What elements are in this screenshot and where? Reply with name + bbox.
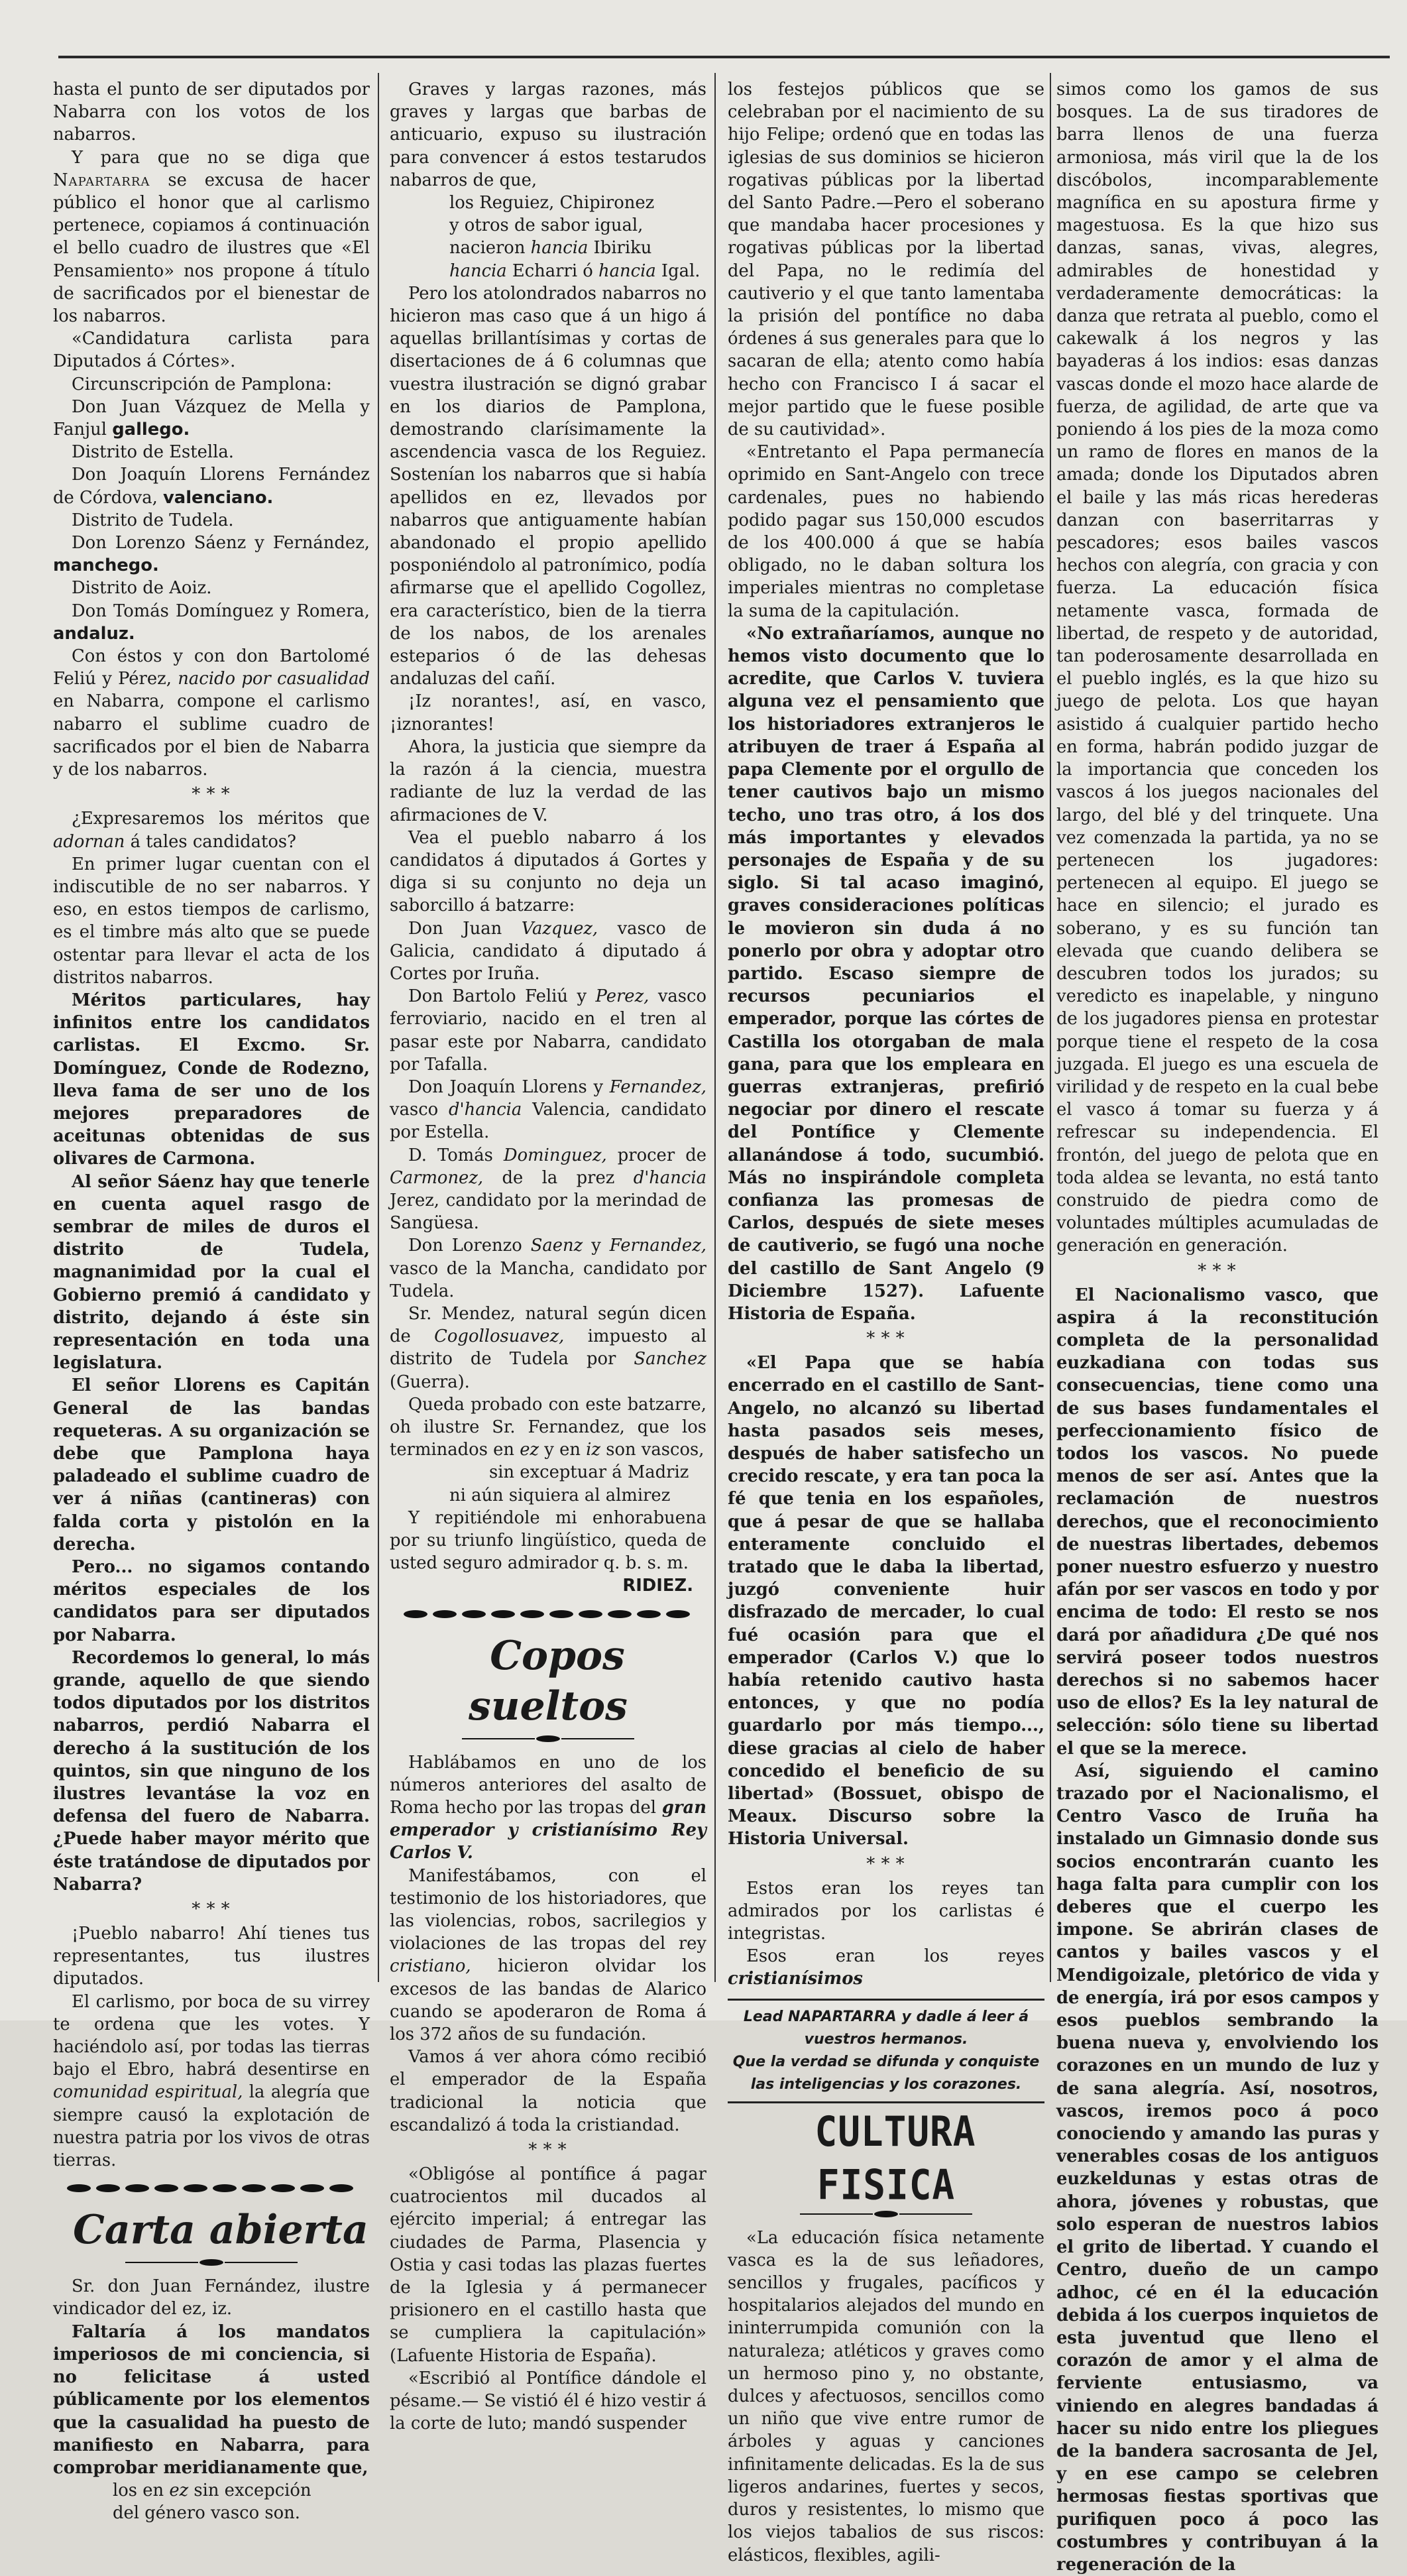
notice-line: Lead NAPARTARRA y dadle á leer á vuestros hermanos. (743, 2008, 1029, 2048)
paragraph: Faltaría á los mandatos imperiosos de mi conciencia, si no felicitase á usted públicamente por los elementos que la casualidad ha puesto de manifiesto en Nabarra, para comprobar meridianamente que, (53, 2321, 370, 2478)
ornamental-rule (66, 2181, 357, 2195)
paragraph: Así, siguiendo el camino trazado por el Nacionalismo, el Centro Vasco de Iruña ha instalado un Gimnasio donde sus socios encontrarán cuanto les haga falta para cumplir con los deberes que el cuerpo les impone. Se abrirán clases de cantos y bailes vascos y el Mendigoizale, pletórico de vida y de energía, irá por esos campos y esos pueblos sembrando la buena nueva y, envolviendo los corazones en un mundo de luz y de sana alegría. Así, nosotros, vascos, iremos poco á poco conociendo y amando las puras y venerables cosas de los antiguos euzkeldunas y estas otras de ahora, jóvenes y robustas, que solo esperan de nuestros labios el grito de libertad. Y cuando el Centro, dueño de un campo adhoc, cé en él la educación debida á los cuerpos inquietos de esta juventud que lleno el corazón de amor y el alma de ferviente entusiasmo, va viniendo en alegres bandadas á hacer su nido entre los pliegues de la bandera sacrosanta de Jel, y en ese campo se celebren hermosas fiestas sportivas que purifiquen poco á poco las costumbres y contribuyan á la regeneración de la (1056, 1761, 1379, 2575)
paragraph: Graves y largas razones, más graves y largas que barbas de anticuario, expuso su ilustración para convencer á estos testarudos nabarros de que, (390, 80, 706, 190)
headline-flourish (125, 2258, 298, 2267)
district-label: Distrito de Aoiz. (72, 578, 212, 599)
headline-copos-sueltos: Copos sueltos (469, 1632, 628, 1729)
paragraph: Circunscripción de Pamplona: (72, 374, 332, 394)
ornamental-rule (402, 1607, 694, 1621)
candidate-entry: Don Lorenzo Sáenz y Fernández, manchego. (53, 533, 370, 576)
paragraph: Sr. don Juan Fernández, ilustre vindicador del ez, iz. (53, 2276, 370, 2319)
paragraph: «La educación física netamente vasca es la de sus leñadores, sencillos y frugales, pacíficos y hospitalarios alejados del mundo en ininterrumpida comunión con la naturaleza; atléticos y graves como un hermoso pino y, no obstante, dulces y afectuosos, sencillos como un niño que vive entre rumor de árboles y aguas y canciones infinitamente delicadas. Es la de sus ligeros andarines, fuertes y secos, duros y resistentes, lo mismo que los viejos tabalios de sus riscos: elásticos, flexibles, agili- (728, 2227, 1044, 2565)
column-divider (1050, 73, 1051, 1982)
column-3 (728, 78, 1044, 2565)
verse-line: los Reguiez, Chipironez (449, 193, 655, 213)
candidate-entry: Don Joaquín Llorens Fernández de Córdova, valenciano. (53, 465, 370, 508)
paragraph: Al señor Sáenz hay que tenerle en cuenta aquel rasgo de sembrar de miles de duros el distrito de Tudela, magnanimidad por la cual el Gobierno premió á candidato y distrito, dejando á éste sin representación en toda una legislatura. (53, 1171, 370, 1374)
paragraph: Ahora, la justicia que siempre da la razón á la ciencia, muestra radiante de luz la verdad de las afirmaciones de V. (390, 736, 706, 825)
paragraph: Manifestábamos, con el testimonio de los historiadores, que las violencias, robos, sacrilegios y violaciones de las tropas del rey cristiano, hicieron olvidar los excesos de las bandas de Alarico cuando se apoderaron de Roma á los 372 años de su fundación. (390, 1865, 706, 2045)
paragraph: El carlismo, por boca de su virrey te ordena que les votes. Y haciéndolo así, por todas las tierras bajo el Ebro, habrá desentirse en comunidad espiritual, la alegría que siempre causó la explotación de nuestra patria por los vivos de otras tierras. (53, 1991, 370, 2171)
notice-line: Que la verdad se difunda y conquiste las inteligencias y los corazones. (732, 2053, 1040, 2093)
paragraph: ¿Expresaremos los méritos que adornan á tales candidatos? (53, 809, 370, 852)
district-label: Distrito de Tudela. (72, 510, 234, 530)
candidate-entry: Don Tomás Domínguez y Romera, andaluz. (53, 601, 370, 644)
paragraph: los festejos públicos que se celebraban por el nacimiento de su hijo Felipe; ordenó que en todas las iglesias de sus dominios se hicieron rogativas públicas por la libertad del Santo Padre.—Pero el soberano que mandaba hacer procesiones y rogativas públicas por la libertad del Papa, no le redimía del cautiverio y el que tanto lamentaba la prisión del pontífice no daba órdenes á sus generales para que lo sacaran de ella; atento como había hecho con Francisco I á sacar el mejor partido que le fuese posible de su cautividad». (728, 80, 1044, 440)
section-separator: * * * (866, 1328, 906, 1349)
signature: RIDIEZ. (622, 1576, 693, 1596)
paragraph: «Escribió al Pontífice dándole el pésame.— Se vistió él é hizo vestir á la corte de luto; mandó suspender (390, 2368, 706, 2434)
paragraph: simos como los gamos de sus bosques. La de sus tiradores de barra llenos de una fuerza armoniosa, más viril que la de los discóbolos, incomparablemente magnífica en su apostura firme y magestuosa. Es la que hizo sus danzas, sanas, vivas, alegres, admirables de honestidad y verdaderamente democráticas: la danza que retrata al pueblo, como el cakewalk á los negros y las bayaderas á los indios: esas danzas vascas donde el mozo hace alarde de fuerza, de agilidad, de arte que va poniendo á los pies de la moza como un ramo de flores en manos de la amada; donde los Diputados abren el baile y las más ricas herederas danzan con baserritarras y pescadores; esos bailes vascos hechos con alegría, con gracia y con fuerza. La educación física netamente vasca, formada de libertad, de respeto y de autoridad, tan poderosamente desarrollada en el pueblo inglés, es la que hizo su juego de pelota. Los que hayan asistido á cualquier partido hecho en forma, habrán podido juzgar de la importancia que conceden los vascos á los juegos nacionales del largo, del blé y del trinquete. Una vez comenzada la partida, ya no se pertenecen los jugadores: pertenecen al equipo. El juego se hace en silencio; el jurado es soberano, y es su función tan elevada que cuando delibera se descubren todos los jurados; su veredicto es inapelable, y ninguno de los jugadores piensa en protestar porque tiene el respeto de la cosa juzgada. El juego es una escuela de virilidad y de respeto en la cual bebe el vasco á tomar su fuerza y á refrescar su independencia. El frontón, del juego de pelota que en toda aldea se levanta, no está tanto construido de piedra como de voluntades múltiples acumuladas de generación en generación. (1056, 80, 1379, 1256)
candidate-entry: Don Juan Vazquez, vasco de Galicia, candidato á diputado á Cortes por Iruña. (390, 918, 706, 984)
section-separator: * * * (192, 1899, 231, 1920)
section-separator: * * * (866, 1853, 906, 1874)
paragraph: Hablábamos en uno de los números anteriores del asalto de Roma hecho por las tropas del gran emperador y cristianísimo Rey Carlos V. (390, 1752, 706, 1863)
candidate-entry: Don Bartolo Feliú y Perez, vasco ferroviario, nacido en el tren al pasar este por Nabarra, candidato por Tafalla. (390, 986, 706, 1075)
paragraph: hasta el punto de ser diputados por Nabarra con los votos de los nabarros. (53, 80, 370, 145)
section-separator: * * * (528, 2140, 568, 2160)
paragraph: «Obligóse al pontífice á pagar cuatrocientos mil ducados al ejército imperial; á entregar las ciudades de Parma, Plasencia y Ostia y casi todas las plazas fuertes de la Iglesia y á permanecer prisionero en el castillo hasta que se cumpliera la capitulación» (Lafuente Historia de España). (390, 2164, 706, 2366)
notice-box (728, 1999, 1044, 2103)
candidate-entry: Don Juan Vázquez de Mella y Fanjul gallego. (53, 396, 370, 440)
paragraph: Queda probado con este batzarre, oh ilustre Sr. Fernandez, que los terminados en ez y en iz son vascos, (390, 1394, 706, 1460)
column-divider (378, 73, 379, 1982)
paragraph: Méritos particulares, hay infinitos entre los candidatos carlistas. El Excmo. Sr. Domínguez, Conde de Rodezno, lleva fama de ser uno de los mejores preparadores de aceitunas obtenidas de sus olivares de Carmona. (53, 990, 370, 1169)
column-4 (1056, 78, 1379, 2575)
verse-line: del género vasco son. (113, 2503, 300, 2524)
paragraph: Con éstos y con don Bartolomé Feliú y Pérez, nacido por casualidad en Nabarra, compone el carlismo nabarro el sublime cuadro de sacrificados por el bien de Nabarra y de los nabarros. (53, 646, 370, 780)
paragraph: Esos eran los reyes cristianísimos (728, 1946, 1044, 1989)
paragraph: Pero... no sigamos contando méritos especiales de los candidatos para ser diputados por Nabarra. (53, 1557, 370, 1645)
candidate-entry: Sr. Mendez, natural según dicen de Cogollosuavez, impuesto al distrito de Tudela por Sanchez (Guerra). (390, 1303, 706, 1392)
paragraph: Recordemos lo general, lo más grande, aquello de que siendo todos diputados por los distritos nabarros, perdió Nabarra el derecho á la sustitución de los quintos, sin que ninguno de los ilustres levantáse la voz en defensa del fuero de Nabarra. ¿Puede haber mayor mérito que éste tratándose de diputados por Nabarra? (53, 1647, 370, 1895)
paragraph: «No extrañaríamos, aunque no hemos visto documento que lo acredite, que Carlos V. tuviera alguna vez el pensamiento que los historiadores extranjeros le atribuyen de traer á España al papa Clemente por el orgullo de tener cautivos bajo un mismo techo, uno tras otro, á los dos más importantes y elevados personajes de España y de su siglo. Si tal acaso imaginó, graves consideraciones políticas le movieron sin duda á no ponerlo por obra y adoptar otro partido. Escaso siempre de recursos pecuniarios el emperador, porque las córtes de Castilla los otorgaban de mala gana, para que los empleara en guerras extranjeras, prefirió negociar por dinero el rescate del Pontífice y Clemente allanándose á todo, sucumbió. Más no inspirándole completa confianza las promesas de Carlos, después de siete meses de cautiverio, se fugó una noche del castillo de Sant Angelo (9 Diciembre 1527). Lafuente Historia de España. (728, 623, 1044, 1324)
paragraph: «Candidatura carlista para Diputados á Córtes». (53, 329, 370, 372)
paragraph: El Nacionalismo vasco, que aspira á la reconstitución completa de la personalidad euzkadiana con todas sus consecuencias, tiene como una de sus bases fundamentales el perfeccionamiento físico de todos los vascos. No puede menos de ser así. Antes que la reclamación de nuestros derechos, que el reconocimiento de nuestras libertades, debemos poner nuestro esfuerzo y nuestro afán por ser vascos en todo y por encima de todo: El resto se nos dará por añadidura ¿De qué nos servirá poseer todos nuestros derechos si no sabemos hacer uso de ellos? Es la ley natural de selección: sólo tiene su libertad el que se la merece. (1056, 1285, 1379, 1759)
paragraph: En primer lugar cuentan con el indiscutible de no ser nabarros. Y eso, en estos tiempos de carlismo, es el timbre más alto que se puede ostentar para llevar el acta de los distritos nabarros. (53, 854, 370, 988)
paragraph: Y repitiéndole mi enhorabuena por su triunfo lingüístico, queda de usted seguro admirador q. b. s. m. (390, 1507, 706, 1574)
candidate-entry: Don Lorenzo Saenz y Fernandez, vasco de la Mancha, candidato por Tudela. (390, 1236, 706, 1301)
paragraph: ¡Iz norantes!, así, en vasco, ¡iznorantes! (390, 691, 706, 734)
verse-line: sin exceptuar á Madriz (489, 1462, 689, 1483)
paragraph: Vamos á ver ahora cómo recibió el emperador de la España tradicional la noticia que escandalizó á toda la cristiandad. (390, 2047, 706, 2135)
verse-line: hancia Echarri ó hancia Igal. (449, 261, 701, 281)
section-separator: * * * (1198, 1260, 1237, 1281)
top-rule (58, 56, 1390, 58)
candidate-entry: D. Tomás Dominguez, procer de Carmonez, de la prez d'hancia Jerez, candidato por la merindad de Sangüesa. (390, 1145, 706, 1234)
verse-line: los en ez sin excepción (113, 2481, 311, 2501)
verse-line: nacieron hancia Ibiriku (449, 238, 652, 259)
column-1 (53, 78, 370, 2524)
district-label: Distrito de Estella. (72, 442, 234, 463)
headline-cultura-fisica: CULTURA FISICA (815, 2107, 976, 2209)
headline-flourish (462, 1734, 634, 1743)
section-separator: * * * (192, 784, 231, 805)
paragraph: Y para que no se diga que Napartarra se excusa de hacer público el honor que al carlismo pertenece, copiamos á continuación el bello cuadro de ilustres que «El Pensamiento» nos propone á título de sacrificados por el bienestar de los nabarros. (53, 147, 370, 327)
paragraph: Pero los atolondrados nabarros no hicieron mas caso que á un higo á aquellas brillantísimas y cortas de disertaciones de á 6 columnas que vuestra ilustración se dignó grabar en los diarios de Pamplona, demostrando clarísimamente la ascendencia vasca de los Reguiez. Sostenían los nabarros que si había apellidos en ez, llevados por nabarros que antiguamente habían abandonado el propio apellido posponiéndolo al patronímico, podía afirmarse que el apellido Cogollez, era característico, bien de la tierra de los nabos, de los arenales esteparios ó de las dehesas andaluzas del cañí. (390, 283, 706, 689)
paragraph: «Entretanto el Papa permanecía oprimido en Sant-Angelo con trece cardenales, pues no habiendo podido pagar sus 150,000 escudos de los 400.000 á que se había obligado, no le daban soltura los imperiales mientras no completase la suma de la capitulación. (728, 442, 1044, 621)
column-2 (390, 78, 706, 2434)
column-divider (714, 73, 716, 1982)
paragraph: «El Papa que se había encerrado en el castillo de Sant-Angelo, no alcanzó su libertad hasta pasados seis meses, después de haber satisfecho un crecido rescate, y era tan poca la fé que tenia en los españoles, que á pesar de que se hallaba enteramente concluido el tratado que le daba la libertad, juzgó conveniente huir disfrazado de mercader, lo cual fué ocasión para que el emperador (Carlos V.) que lo había retenido cautivo hasta entonces, y que no podía guardarlo por más tiempo..., diese gracias al cielo de haber concedido el beneficio de su libertad» (Bossuet, obispo de Meaux. Discurso sobre la Historia Universal. (728, 1353, 1044, 1849)
candidate-entry: Don Joaquín Llorens y Fernandez, vasco d'hancia Valencia, candidato por Estella. (390, 1077, 706, 1143)
paragraph: Estos eran los reyes tan admirados por los carlistas é integristas. (728, 1878, 1044, 1944)
headline-carta-abierta: Carta abierta (73, 2207, 368, 2254)
verse-line: ni aún siquiera al almirez (449, 1485, 671, 1505)
paragraph: ¡Pueblo nabarro! Ahí tienes tus representantes, tus ilustres diputados. (53, 1924, 370, 1989)
paragraph: Vea el pueblo nabarro á los candidatos á diputados á Gortes y diga si su conjunto no deja un saborcillo á batzarre: (390, 827, 706, 916)
verse-line: y otros de sabor igual, (449, 215, 644, 236)
paragraph: El señor Llorens es Capitán General de las bandas requeteras. A su organización se debe que Pamplona haya paladeado el sublime cuadro de ver á niñas (cantineras) con falda corta y pistolón en la derecha. (53, 1376, 370, 1554)
